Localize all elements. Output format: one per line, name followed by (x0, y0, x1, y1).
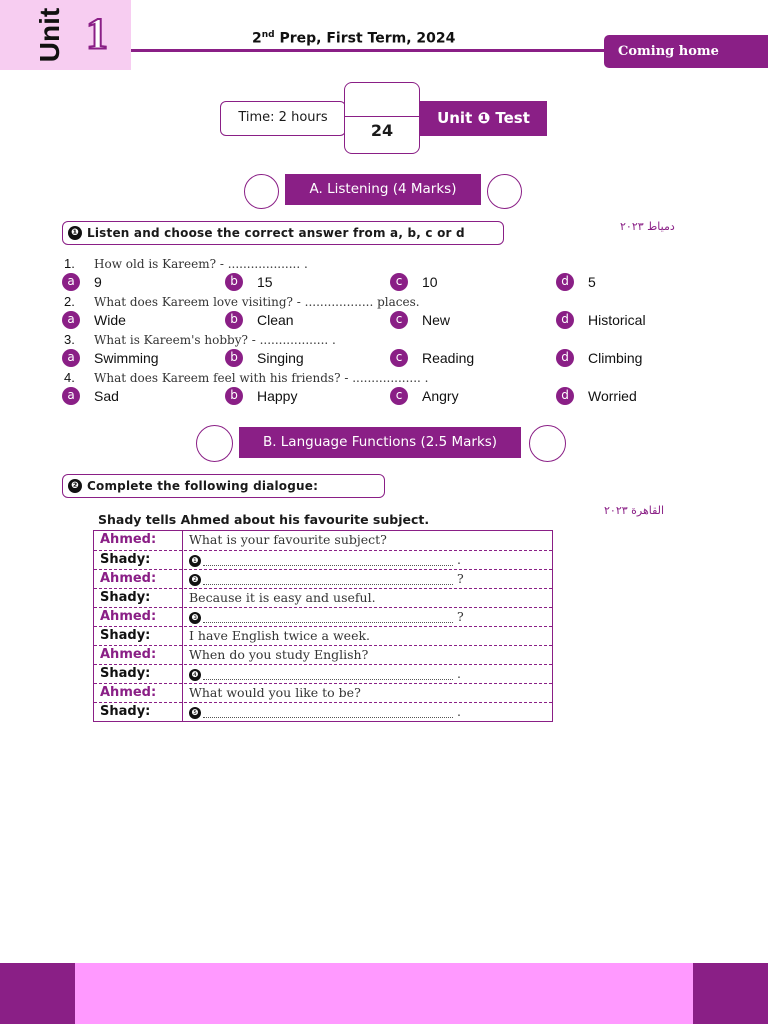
option-letter-icon: c (390, 349, 408, 367)
score-divider (345, 116, 419, 117)
question-number: 1. (64, 256, 75, 271)
score-total: 24 (370, 121, 394, 140)
dialogue-row (94, 569, 552, 588)
time-box: Time: 2 hours (220, 101, 346, 136)
option-letter-icon: d (556, 349, 574, 367)
option-text: Historical (588, 312, 646, 328)
footer-panel (75, 963, 693, 1024)
speaker-name: Ahmed: (100, 571, 157, 586)
option-letter-icon: a (62, 387, 80, 405)
dialogue-row (94, 664, 552, 683)
option-text: Singing (257, 350, 304, 366)
option-letter-icon: c (390, 387, 408, 405)
blank-number-icon: ❹ (189, 669, 201, 681)
prep-ordinal-suffix: nd (261, 30, 275, 40)
instruction-dialogue (62, 474, 385, 498)
option-text: Worried (588, 388, 637, 404)
dialogue-blank-line[interactable] (189, 666, 461, 681)
question-1 (64, 256, 308, 271)
speaker-name: Shady: (100, 704, 151, 719)
option-letter-icon: b (225, 387, 243, 405)
speaker-name: Shady: (100, 628, 151, 643)
dialogue-table (93, 530, 553, 722)
test-title: Unit ❶ Test (420, 101, 547, 136)
dialogue-row (94, 683, 552, 702)
question-4 (64, 370, 429, 385)
option-text: 10 (422, 274, 438, 290)
answer-blank[interactable] (203, 670, 453, 680)
dialogue-row (94, 626, 552, 645)
option-letter-icon: a (62, 311, 80, 329)
option-letter-icon: d (556, 387, 574, 405)
blank-number-icon: ❶ (189, 555, 201, 567)
unit-label: Unit (34, 7, 65, 63)
instruction-listening (62, 221, 504, 245)
option-text: Climbing (588, 350, 643, 366)
answer-blank[interactable] (203, 613, 453, 623)
answer-blank[interactable] (203, 556, 453, 566)
speaker-name: Ahmed: (100, 532, 157, 547)
instruction-text: Listen and choose the correct answer from a, b, c or d (87, 226, 465, 240)
instruction-text: Complete the following dialogue: (87, 479, 319, 493)
speaker-name: Ahmed: (100, 685, 157, 700)
option-text: Clean (257, 312, 294, 328)
option-letter-icon: d (556, 273, 574, 291)
mark-circle-a-right (487, 174, 522, 209)
dialogue-blank-line[interactable] (189, 571, 464, 586)
dialogue-blank-line[interactable] (189, 552, 461, 567)
speaker-name: Shady: (100, 590, 151, 605)
dialogue-line: Because it is easy and useful. (189, 590, 376, 605)
chapter-badge: Coming home (604, 35, 768, 68)
option-text: Sad (94, 388, 119, 404)
option-text: 15 (257, 274, 273, 290)
dialogue-row (94, 645, 552, 664)
unit-tab (0, 0, 131, 70)
line-end-punctuation: . (457, 552, 461, 567)
option-letter-icon: a (62, 349, 80, 367)
blank-number-icon: ❺ (189, 707, 201, 719)
question-number: 3. (64, 332, 75, 347)
option-text: Reading (422, 350, 475, 366)
question-text: What is Kareem's hobby? - .................. . (94, 333, 336, 347)
prep-title-rest: Prep, First Term, 2024 (274, 30, 456, 47)
option-letter-icon: b (225, 349, 243, 367)
option-letter-icon: d (556, 311, 574, 329)
option-letter-icon: b (225, 311, 243, 329)
dialogue-row (94, 588, 552, 607)
dialogue-blank-line[interactable] (189, 609, 464, 624)
speaker-name: Ahmed: (100, 647, 157, 662)
answer-blank[interactable] (203, 708, 453, 718)
option-text: Wide (94, 312, 126, 328)
line-end-punctuation: ? (457, 571, 464, 586)
line-end-punctuation: ? (457, 609, 464, 624)
source-label: دمياط ٢٠٢٣ (620, 220, 675, 233)
option-letter-icon: c (390, 273, 408, 291)
unit-label-wrapper (34, 7, 66, 63)
option-letter-icon: c (390, 311, 408, 329)
question-3 (64, 332, 336, 347)
dialogue-line: When do you study English? (189, 647, 369, 662)
mark-circle-b-right (529, 425, 566, 462)
speaker-name: Ahmed: (100, 609, 157, 624)
option-text: New (422, 312, 451, 328)
page-title (252, 30, 455, 47)
section-b-banner: B. Language Functions (2.5 Marks) (239, 427, 521, 458)
mark-circle-b-left (196, 425, 233, 462)
unit-number: 1 (86, 9, 108, 58)
option-text: Happy (257, 388, 298, 404)
dialogue-row (94, 607, 552, 626)
dialogue-row (94, 531, 552, 550)
line-end-punctuation: . (457, 704, 461, 719)
option-text: Angry (422, 388, 459, 404)
score-box (344, 82, 420, 154)
option-text: Swimming (94, 350, 159, 366)
mark-circle-a-left (244, 174, 279, 209)
option-text: 5 (588, 274, 596, 290)
line-end-punctuation: . (457, 666, 461, 681)
section-a-banner: A. Listening (4 Marks) (285, 174, 481, 205)
question-number: 2. (64, 294, 75, 309)
question-text: What does Kareem feel with his friends? - .................. . (94, 371, 429, 385)
dialogue-blank-line[interactable] (189, 704, 461, 719)
question-2 (64, 294, 420, 309)
instruction-number-icon: ❶ (68, 226, 82, 240)
answer-blank[interactable] (203, 575, 453, 585)
blank-number-icon: ❷ (189, 574, 201, 586)
question-number: 4. (64, 370, 75, 385)
dialogue-title: Shady tells Ahmed about his favourite subject. (98, 512, 430, 527)
header-rule (131, 49, 605, 52)
option-letter-icon: b (225, 273, 243, 291)
speaker-name: Shady: (100, 666, 151, 681)
prep-ordinal: 2 (252, 30, 262, 47)
source-label: القاهرة ٢٠٢٣ (604, 504, 665, 517)
dialogue-line: What is your favourite subject? (189, 532, 387, 547)
question-text: How old is Kareem? - ................... . (94, 257, 308, 271)
option-text: 9 (94, 274, 102, 290)
question-text: What does Kareem love visiting? - .................. places. (94, 295, 420, 309)
dialogue-row (94, 702, 552, 721)
blank-number-icon: ❸ (189, 612, 201, 624)
option-letter-icon: a (62, 273, 80, 291)
instruction-number-icon: ❷ (68, 479, 82, 493)
speaker-name: Shady: (100, 552, 151, 567)
dialogue-line: What would you like to be? (189, 685, 361, 700)
dialogue-row (94, 550, 552, 569)
dialogue-line: I have English twice a week. (189, 628, 371, 643)
